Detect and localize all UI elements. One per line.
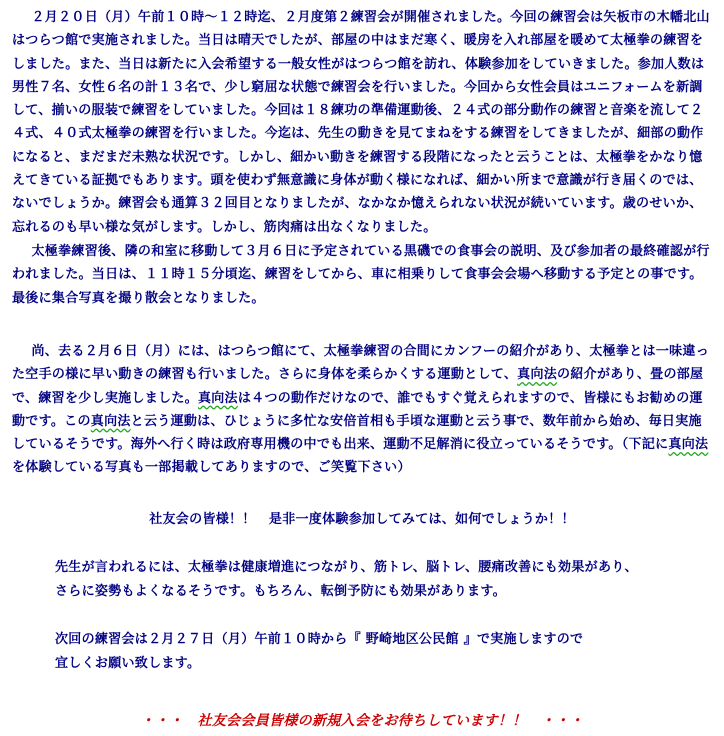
report-paragraph-2: 太極拳練習後、隣の和室に移動して３月６日に予定されている黒磯での食事会の説明、及び参加者の最終確認が行われました。当日は、１１時１５分頃迄、練習をしてから、車に相乗りして食事会会場へ移動する予定との事です。最後に集合写真を撮り散会となりました。 (12, 244, 710, 306)
report-paragraph-1: ２月２０日（月）午前１０時～１２時迄、２月度第２練習会が開催されました。今回の練習会は矢板市の木幡北山はつらつ館で実施されました。当日は晴天でしたが、部屋の中はまだ寒く、暖房を入れ部屋を暖めて太極拳の練習をしました。また、当日は新たに入会希望する一般女性がはつらつ館を訪れ、体験参加をしていきました。参加人数は男性７名、女性６名の計１３名で、少し窮屈な状態で練習会を行いました。今回から女性会員はユニフォームを新調して、揃いの服装で練習をしていました。今回は１８練功の準備運動後、２４式の部分動作の練習と音楽を流して２４式、４０式太極拳の練習を行いました。今迄は、先生の動きを見てまねをする練習をしてきましたが、細部の動作になると、まだまだ未熟な状況です。しかし、細かい動きを練習する段階になったと云うことは、太極拳をかなり憶えてきている証拠でもあります。頭を使わず無意識に身体が動く様になれば、細かい所まで意識が行き届くのでは、ないでしょうか。練習会も通算３２回目となりましたが、なかなか憶えられない状況が続いています。歳のせいか、忘れるのも早い様な気がします。しかし、筋肉痛は出なくなりました。 (12, 10, 710, 235)
teacher-note (55, 556, 695, 604)
shinkoho-word: 真向法 (517, 367, 558, 383)
shinkoho-word: 真向法 (668, 437, 709, 453)
paragraph-3-text-a: 尚、去る２月６日（月）には、はつらつ館にて、太極拳練習の合間にカンフーの紹介があり、太極拳とは一味違った空手の様に早い動きの練習も行いました。さらに身体を柔らかくする運動として、 (12, 344, 710, 383)
next-meeting-line: 次回の練習会は２月２７日（月）午前１０時から『 野崎地区公民館 』で実施しますので (55, 632, 584, 647)
teacher-note-line: 先生が言われるには、太極拳は健康増進につながり、筋トレ、脳トレ、腰痛改善にも効果があり、 (55, 560, 638, 575)
teacher-note-line: さらに姿勢もよくなるそうです。もちろん、転倒予防にも効果があります。 (55, 584, 506, 599)
next-meeting-notice (55, 628, 695, 676)
next-meeting-line: 宜しくお願い致します。 (55, 656, 201, 671)
paragraph-3-text-b: の紹介があり、畳の部屋で、練習を少し実施しました。 (12, 367, 704, 406)
membership-invitation-footer: ・・・ 社友会会員皆様の新規入会をお待ちしています！！ ・・・ (140, 713, 584, 729)
paragraph-3-text-e: を体験している写真も一部掲載してありますので、ご笑覧下さい） (12, 460, 411, 476)
report-paragraph-3 (12, 340, 712, 480)
paragraph-3-text-d: と云う運動は、ひじょうに多忙な安倍首相も手頃な運動と云う事で、数年前から始め、毎日実施しているそうです。海外へ行く時は政府専用機の中でも出来、運動不足解消に役立っているそうです。（下記に (12, 413, 702, 453)
paragraph-3-text-c: は４つの動作だけなので、誰でもすぐ覚えられますので、皆様にもお勧めの運動です。この (12, 390, 703, 429)
shinkoho-word: 真向法 (197, 390, 238, 406)
invitation-line: 社友会の皆様！！ 是非一度体験参加してみては、如何でしょうか！！ (149, 512, 575, 527)
shinkoho-word: 真向法 (90, 413, 131, 429)
